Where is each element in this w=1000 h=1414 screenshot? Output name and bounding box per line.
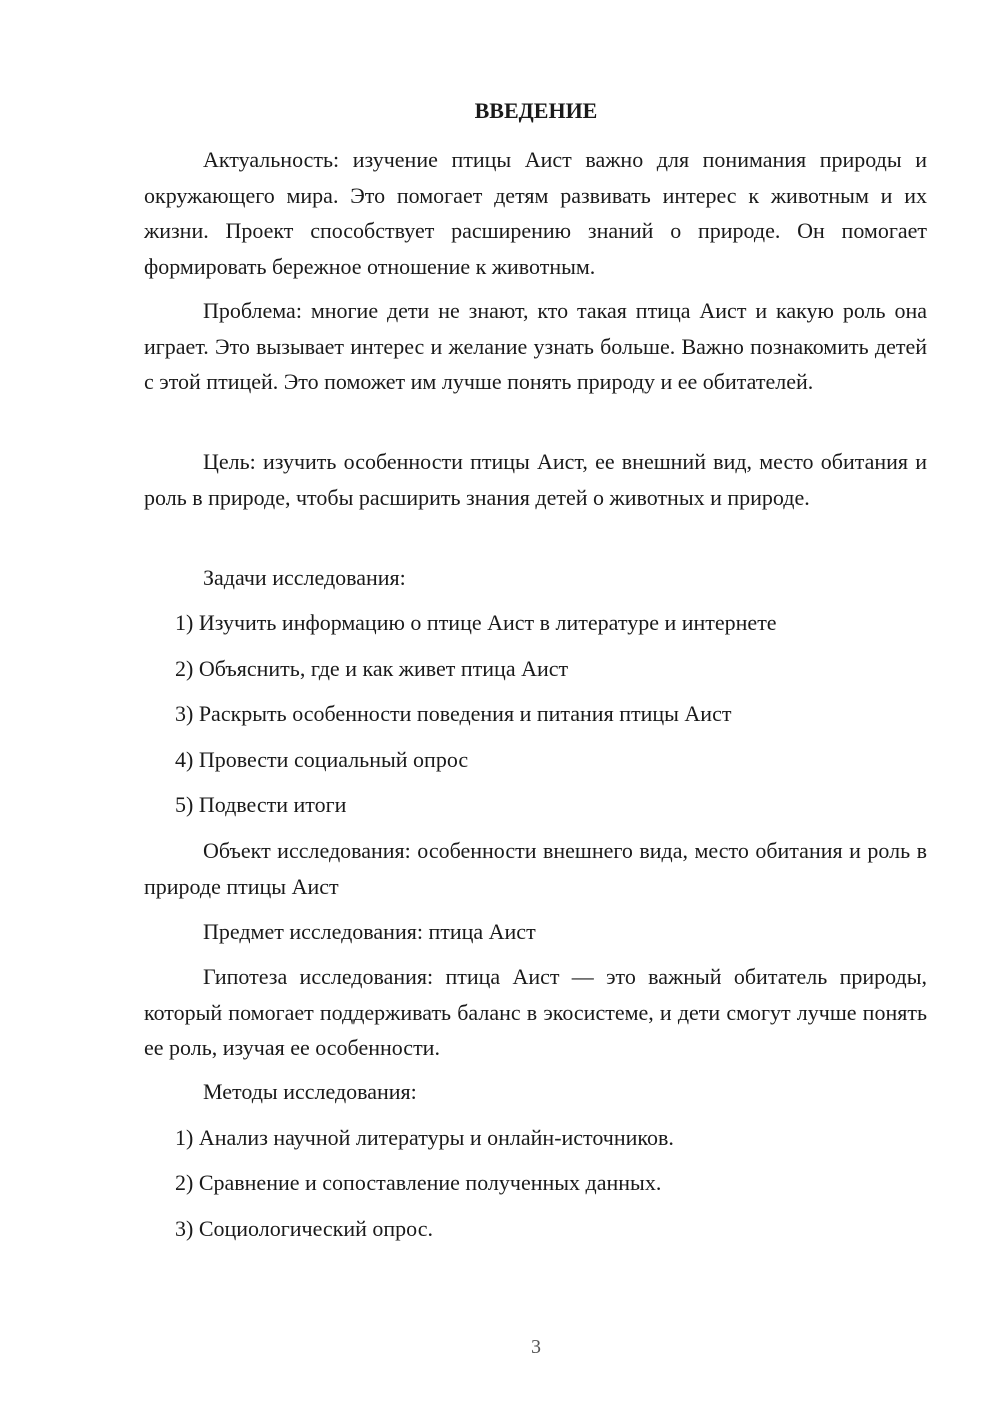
task-item: 5) Подвести итоги (175, 792, 347, 817)
method-item: 1) Анализ научной литературы и онлайн-источников. (175, 1125, 674, 1150)
task-item: 2) Объяснить, где и как живет птица Аист (175, 656, 569, 681)
method-item: 2) Сравнение и сопоставление полученных данных. (175, 1170, 662, 1195)
task-item: 4) Провести социальный опрос (175, 747, 469, 772)
object-paragraph: Объект исследования: особенности внешнего вида, место обитания и роль в природе птицы Аист (144, 838, 927, 899)
tasks-heading: Задачи исследования: (203, 565, 406, 590)
page-title: ВВЕДЕНИЕ (474, 98, 598, 123)
goal-paragraph: Цель: изучить особенности птицы Аист, ее внешний вид, место обитания и роль в природе, чтобы расширить знания детей о животных и природе. (144, 449, 927, 510)
method-item: 3) Социологический опрос. (175, 1216, 433, 1241)
hypothesis-paragraph: Гипотеза исследования: птица Аист — это важный обитатель природы, который помогает поддерживать баланс в экосистеме, и дети смогут лучше понять ее роль, изучая ее особенности. (144, 964, 927, 1060)
methods-heading: Методы исследования: (203, 1079, 417, 1104)
page-number: 3 (531, 1336, 541, 1358)
relevance-paragraph: Актуальность: изучение птицы Аист важно для понимания природы и окружающего мира. Это помогает детям развивать интерес к животным и их жизни. Проект способствует расширению знаний о природе. Он помогает формировать бережное отношение к животным. (144, 147, 927, 279)
task-item: 1) Изучить информацию о птице Аист в литературе и интернете (175, 610, 777, 635)
problem-paragraph: Проблема: многие дети не знают, кто такая птица Аист и какую роль она играет. Это вызывает интерес и желание узнать больше. Важно познакомить детей с этой птицей. Это поможет им лучше понять природу и ее обитателей. (144, 298, 927, 394)
subject-line: Предмет исследования: птица Аист (203, 919, 536, 944)
task-item: 3) Раскрыть особенности поведения и питания птицы Аист (175, 701, 732, 726)
